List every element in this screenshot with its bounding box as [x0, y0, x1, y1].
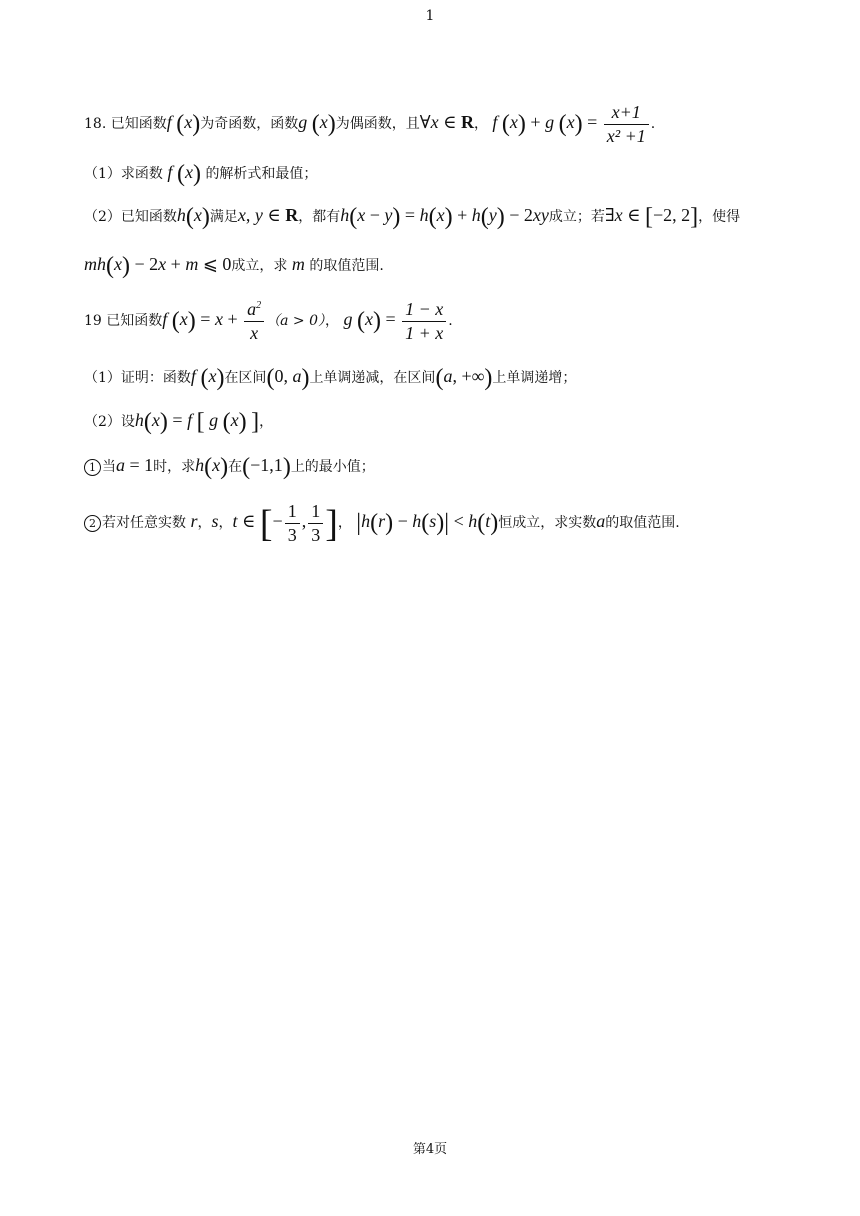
part-label: （2）: [84, 414, 121, 430]
fraction-denominator: 3: [287, 524, 297, 545]
part-label: （2）: [84, 209, 121, 225]
text: 上的最小值；: [290, 459, 375, 475]
math-forall: ∀x ∈ R: [419, 112, 474, 132]
fraction-numerator: x+1: [604, 101, 649, 125]
fraction-one-third: [285, 500, 300, 546]
math-xy-in-r: x, y ∈ R: [237, 205, 299, 225]
math-exists-x: ∃x ∈ [−2, 2]: [604, 204, 699, 230]
text: ，: [473, 116, 488, 132]
math-h-x: h(x): [176, 204, 210, 230]
circled-number-1: 1: [84, 459, 101, 476]
math-h-def: h(x) = f [ g (x) ]: [134, 409, 260, 435]
fraction-numerator: $a^2$: [244, 298, 264, 322]
math-abs-inequality: |h(r) − h(s)| < h(t): [356, 510, 499, 536]
fraction-denominator: 1 + x: [405, 322, 444, 343]
text: ，使得: [698, 209, 741, 225]
math-t-interval: t ∈ [−: [232, 503, 283, 545]
math-h-x: h(x): [195, 454, 229, 480]
text: 上单调递减，在区间: [309, 370, 436, 386]
math-inequality: mh(x) − 2x + m ⩽ 0: [84, 253, 232, 279]
problem-19-sub-2: 2 若对任意实数 r，s，t ∈ [− $\frac{1}{3}$ , $\frac{1}{3}$ ]， |h(r) − h(s)| < h(t)恒成立，求实数a的取值范围.: [84, 500, 680, 548]
text: 若对任意实数: [102, 515, 186, 531]
text: ，: [259, 414, 274, 430]
text: 求函数: [120, 166, 163, 182]
problem-18-part-2-cont: [84, 252, 384, 281]
fraction-1-minus-x-over-1-plus-x: [402, 298, 446, 344]
text: 设: [120, 414, 135, 430]
text: ，: [218, 515, 233, 531]
math-interval-a-inf: (a, +∞): [435, 365, 493, 391]
fraction-numerator: 1: [285, 500, 300, 524]
math-f-x: f (x): [167, 161, 201, 187]
text: 当: [102, 459, 116, 475]
math-functional-equation: h(x − y) = h(x) + h(y) − 2xy: [340, 204, 549, 230]
text: ，: [325, 313, 339, 329]
problem-number: 19: [84, 313, 102, 329]
text: .: [448, 313, 453, 329]
text: 的取值范围.: [309, 258, 384, 274]
text: 已知函数: [120, 209, 177, 225]
problem-number: 18.: [84, 116, 107, 132]
fraction-x-plus-1: [604, 101, 649, 147]
text: ，: [337, 515, 352, 531]
math-f-x: f (x): [166, 111, 201, 137]
math-g-def: g (x) =: [343, 308, 401, 334]
text: ，: [197, 515, 212, 531]
text: 的解析式和最值；: [205, 166, 318, 182]
problem-19-sub-1: [84, 453, 375, 482]
fraction-numerator: 1 − x: [402, 298, 446, 322]
problem-19-part-2: [84, 408, 273, 437]
problem-18-part-1: [84, 160, 317, 189]
text: 证明：函数: [120, 370, 191, 386]
text: 已知函数: [110, 116, 167, 132]
math-f-plus-g: f (x) + g (x) =: [492, 111, 602, 137]
text: 为偶函数，且: [335, 116, 420, 132]
page-number-top: 1: [425, 8, 435, 24]
text: .: [650, 116, 656, 132]
math-f-x: f (x): [190, 365, 225, 391]
text: 在区间: [224, 370, 267, 386]
part-label: （1）: [84, 166, 121, 182]
part-label: （1）: [84, 370, 121, 386]
problem-18-part-2: [84, 203, 740, 232]
text: 已知函数: [106, 313, 163, 329]
fraction-denominator: x: [250, 322, 259, 343]
math-s: s: [211, 511, 219, 531]
fraction-a2-over-x: [244, 298, 264, 344]
fraction-denominator: 3: [311, 524, 321, 545]
problem-19-statement: [84, 298, 453, 344]
page-footer: 第4页: [412, 1142, 448, 1157]
fraction-denominator: x² +1: [606, 125, 646, 146]
circled-number-2: 2: [84, 515, 101, 532]
condition: （a > 0）: [266, 313, 325, 329]
math-m: m: [287, 254, 310, 274]
fraction-numerator: 1: [308, 500, 323, 524]
math-r: r: [186, 511, 198, 531]
math-interval-0-a: (0, a): [266, 365, 310, 391]
problem-18-statement: [84, 101, 655, 147]
text: 的取值范围.: [605, 515, 680, 531]
math-a-eq-1: a = 1: [116, 455, 154, 475]
text: 成立，求: [231, 258, 288, 274]
text: 满足: [209, 209, 238, 225]
text: ，都有: [298, 209, 341, 225]
math-g-x: g (x): [298, 111, 336, 137]
text: 恒成立，求实数: [498, 515, 597, 531]
math-f-def: f (x) = x +: [162, 308, 243, 334]
text: 成立；若: [548, 209, 605, 225]
text: 上单调递增；: [492, 370, 577, 386]
math-interval-neg1-1: (−1,1): [242, 454, 291, 480]
math-a: a: [596, 511, 606, 531]
problem-19-part-1: [84, 364, 576, 393]
text: 为奇函数，函数: [200, 116, 299, 132]
text: 时，求: [153, 459, 196, 475]
text: 在: [228, 459, 243, 475]
fraction-one-third: [308, 500, 323, 546]
